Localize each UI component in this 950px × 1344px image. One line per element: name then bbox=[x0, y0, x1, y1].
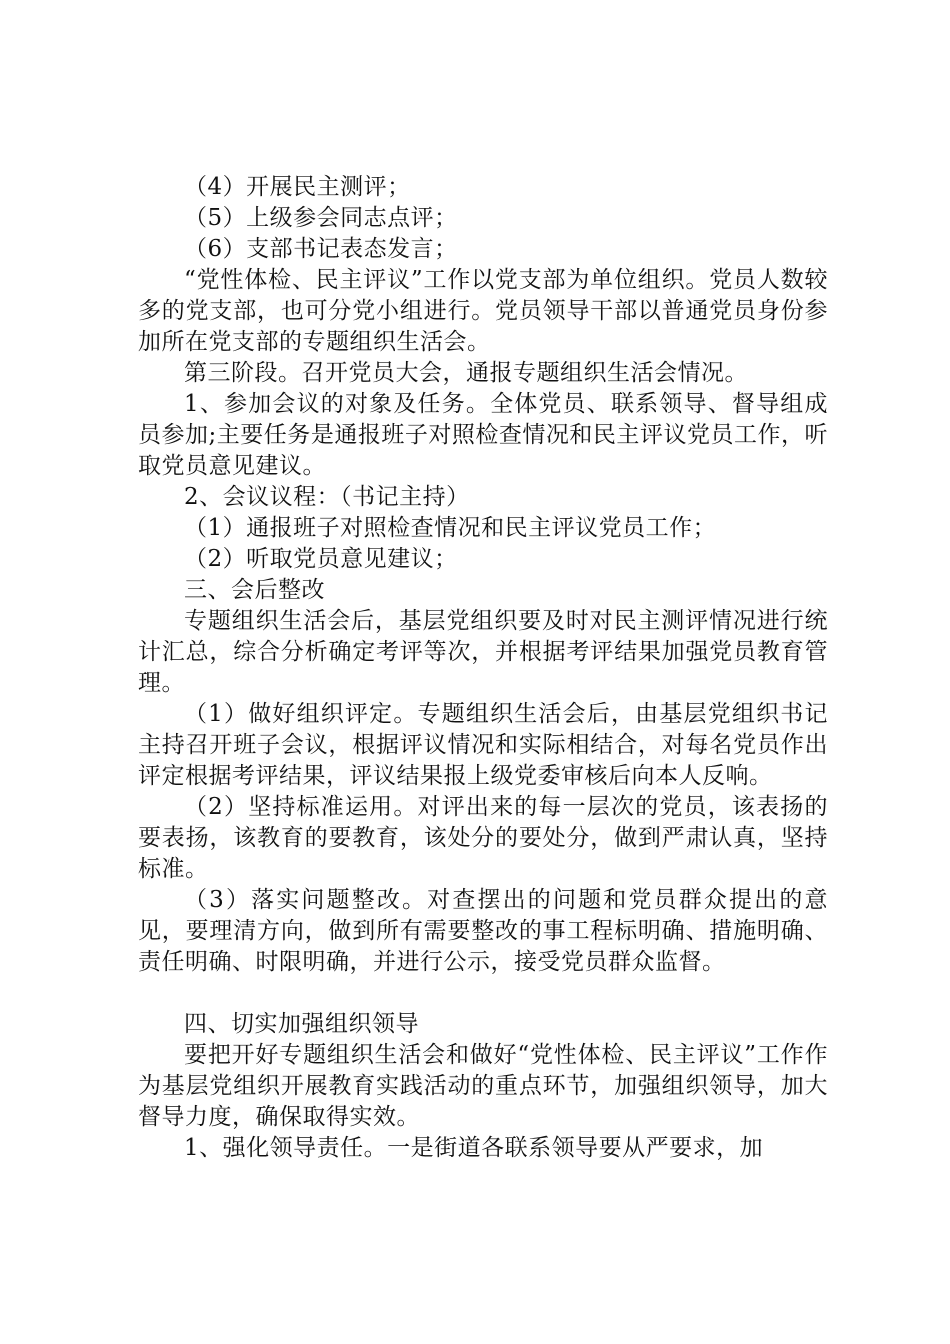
paragraph-evaluation: （1）做好组织评定。专题组织生活会后，由基层党组织书记主持召开班子会议，根据评议情况和实际相结合，对每名党员作出评定根据考评结果，评议结果报上级党委审核后向本人反响。 bbox=[138, 701, 828, 789]
agenda-item-5: （5）上级参会同志点评； bbox=[184, 205, 458, 231]
paragraph-stage-three: 第三阶段。召开党员大会，通报专题组织生活会情况。 bbox=[184, 360, 748, 386]
agenda-item-4: （4）开展民主测评； bbox=[184, 174, 411, 200]
section-heading-leadership: 四、切实加强组织领导 bbox=[184, 1011, 419, 1037]
paragraph-organization: “党性体检、民主评议”工作以党支部为单位组织。党员人数较多的党支部，也可分党小组进行。党员领导干部以普通党员身份参加所在党支部的专题组织生活会。 bbox=[138, 267, 828, 355]
document-body bbox=[138, 172, 828, 1164]
paragraph-agenda: 2、会议议程：（书记主持） bbox=[184, 484, 470, 510]
paragraph-attendees: 1、参加会议的对象及任务。全体党员、联系领导、督导组成员参加;主要任务是通报班子对照检查情况和民主评议党员工作，听取党员意见建议。 bbox=[138, 391, 828, 479]
section-heading-rectification: 三、会后整改 bbox=[184, 577, 325, 603]
paragraph-leadership-intro: 要把开好专题组织生活会和做好“党性体检、民主评议”工作作为基层党组织开展教育实践活动的重点环节，加强组织领导，加大督导力度，确保取得实效。 bbox=[138, 1042, 828, 1130]
paragraph-leadership-responsibility: 1、强化领导责任。一是街道各联系领导要从严要求，加 bbox=[184, 1135, 764, 1161]
agenda-item-2: （2）听取党员意见建议； bbox=[184, 546, 458, 572]
paragraph-problem-rectification: （3）落实问题整改。对查摆出的问题和党员群众提出的意见，要理清方向，做到所有需要整改的事工程标明确、措施明确、责任明确、时限明确，并进行公示，接受党员群众监督。 bbox=[138, 887, 828, 975]
agenda-item-6: （6）支部书记表态发言； bbox=[184, 236, 458, 262]
paragraph-rectification-intro: 专题组织生活会后，基层党组织要及时对民主测评情况进行统计汇总，综合分析确定考评等次，并根据考评结果加强党员教育管理。 bbox=[138, 608, 828, 696]
agenda-item-1: （1）通报班子对照检查情况和民主评议党员工作； bbox=[184, 515, 717, 541]
paragraph-standards: （2）坚持标准运用。对评出来的每一层次的党员，该表扬的要表扬，该教育的要教育，该处分的要处分，做到严肃认真，坚持标准。 bbox=[138, 794, 828, 882]
